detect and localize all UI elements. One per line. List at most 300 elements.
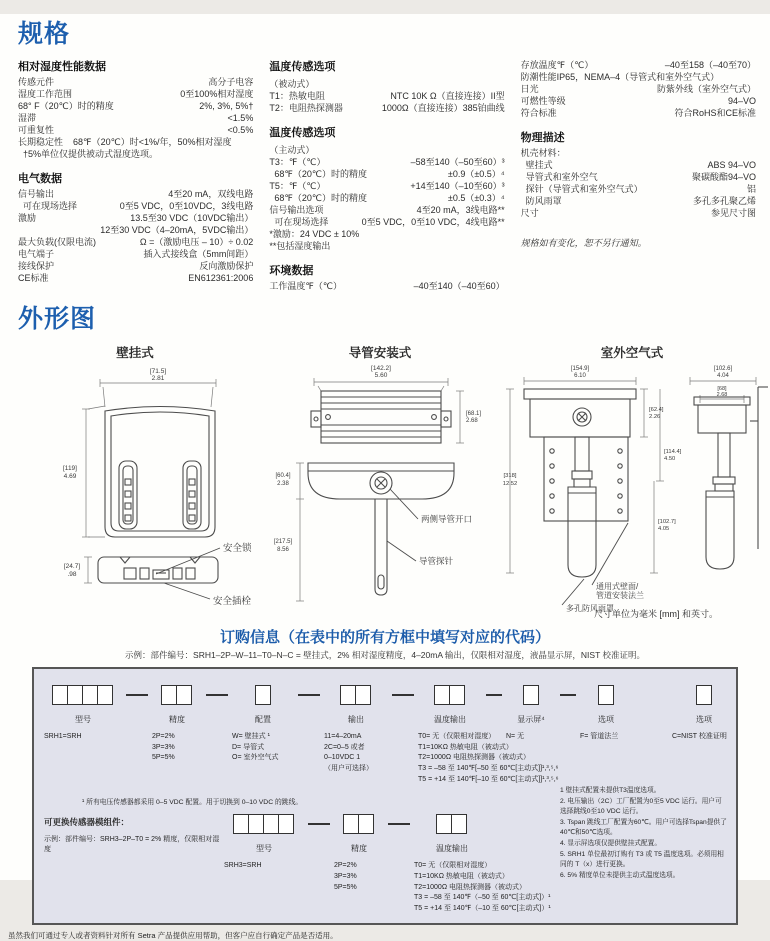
order-option: 5P=5% [152, 754, 175, 762]
spec-label: T1：热敏电阻 [269, 91, 325, 101]
duct-top-view [311, 391, 451, 443]
duct-width-mm: [142.2] [371, 364, 391, 372]
spec-row [521, 72, 756, 84]
code-box [233, 814, 249, 834]
spec-label: 存放温度℉（℃） [520, 60, 594, 70]
code-box [52, 685, 68, 705]
wall-dimension-lines [82, 379, 216, 583]
outdoor-side-mm: [102.6] [713, 365, 733, 372]
spec-col-middle [269, 54, 504, 293]
order-group-label: 型号 [75, 714, 91, 724]
spec-row [269, 217, 504, 229]
spec-label: 接线保护 [18, 260, 55, 271]
outdoor-side2-in: 2.68 [716, 391, 728, 398]
code-box [355, 685, 371, 705]
rh-title: 相对湿度性能数据 [18, 61, 106, 73]
spec-label: 日光 [520, 83, 539, 94]
wall-height-in: 4.69 [63, 472, 77, 480]
ordering-table [32, 667, 738, 925]
spec-row [521, 96, 756, 108]
spec-value: 聚碳酸酯94–VO [691, 171, 756, 182]
code-box [598, 685, 614, 705]
order-group-label: 温度输出 [434, 714, 466, 724]
spec-value: –40至140（–40至60） [413, 280, 505, 291]
outdoor-low-mm: [102.7] [658, 518, 676, 525]
outdoor-side-view [694, 387, 768, 569]
spec-label: 湿度工作范围 [18, 88, 73, 99]
spec-row [18, 273, 253, 285]
spec-value: ±0.5（±0.3）⁴ [447, 192, 505, 203]
units-note: 尺寸单位为毫米 [mm] 和英寸。 [594, 608, 718, 619]
order-option: W= 壁挂式 ¹ [232, 732, 270, 740]
spec-label: 可燃性等级 [520, 95, 566, 106]
order-group-values [414, 861, 551, 915]
order-option: C=NIST 校准证明 [672, 732, 727, 740]
order-group-boxes [232, 685, 294, 705]
order-group-values [44, 732, 122, 743]
code-connector [388, 685, 418, 705]
spec-row [521, 208, 756, 220]
spec-label: 68° F（20℃）时的精度 [18, 100, 114, 111]
ordering-footnote: 1 壁挂式配置未提供T3温度选项。 [560, 786, 661, 794]
spec-label: 尺寸 [520, 207, 539, 218]
ordering-code-row [44, 685, 728, 786]
outdoor-mid-in: 4.50 [664, 455, 676, 462]
outdoor-mid-mm: [114.4] [664, 448, 682, 455]
code-box [523, 685, 539, 705]
order-option: T2=1000Ω 电阻热探测器（被动式） [418, 754, 531, 762]
electrical-title: 电气数据 [18, 172, 62, 185]
spec-disclaimer: 规格如有变化，恕不另行通知。 [520, 237, 647, 248]
order-group-boxes [224, 814, 304, 834]
order-group-label: 输出 [348, 714, 364, 724]
duct-opening-label: 两侧导管开口 [421, 513, 473, 524]
wall-lock-label: 安全锁 [223, 542, 252, 554]
order-group-label: 温度输出 [436, 843, 468, 853]
order-group-boxes [580, 685, 632, 705]
order-group-values [580, 732, 632, 743]
order-group-label: 型号 [256, 843, 272, 853]
spec-label: 信号输出 [18, 188, 55, 199]
spec-value: 参见尺寸图 [710, 207, 756, 218]
ordering-footnote: 5. SRH1 单位最初订购有 T3 或 T5 温度选项。必须用相同的 T（x）进行更换。 [560, 851, 724, 869]
spec-row [269, 181, 504, 193]
code-connector [202, 685, 232, 705]
spec-label: 机壳材料： [520, 147, 566, 158]
order-group-display [506, 685, 556, 743]
outdoor-front-view [524, 389, 636, 577]
spec-label: 湿滞 [18, 112, 37, 123]
code-connector [304, 814, 334, 834]
spec-label: 68℉（20℃）时的精度 [269, 168, 368, 179]
order-option: 11=4–20mA [324, 732, 362, 740]
spec-label: 防风雨罩 [520, 195, 562, 206]
spec-row [521, 184, 756, 196]
order-option: T3 = –58 至 140℉（–50 至 60℃[主动式]）¹ [414, 894, 551, 902]
wall-mount-caption: 壁挂式 [116, 345, 154, 360]
order-group-label: 精度 [351, 843, 367, 853]
temp-passive-rows [269, 91, 504, 115]
code-connector [556, 685, 580, 705]
code-box [358, 814, 374, 834]
code-box [255, 685, 271, 705]
ordering-title: 订购信息（在表中的所有方框中填写对应的代码） [219, 628, 550, 646]
physical-title: 物理描述 [520, 131, 565, 144]
spec-row [18, 201, 253, 213]
temp-passive-subtitle: （被动式） [269, 79, 315, 89]
order-group-boxes [324, 685, 388, 705]
module-text [44, 814, 224, 854]
spec-row [521, 196, 756, 208]
spec-label: **包括湿度输出 [269, 240, 331, 251]
spec-value: ABS 94–VO [707, 159, 756, 170]
spec-label: 可重复性 [18, 124, 55, 135]
spec-row [18, 213, 253, 225]
outdoor-shield-label: 多孔防风雨罩 [566, 603, 614, 613]
duct-body-mm: [60.4] [275, 472, 291, 479]
order-group-option-flange [580, 685, 632, 743]
spec-section-title: 规格 [18, 20, 71, 48]
order-option: 3P=3% [152, 743, 175, 751]
order-option: N= 无 [506, 732, 525, 740]
spec-row [269, 205, 504, 217]
order-option: T0= 无（仅限相对湿度） [414, 861, 492, 869]
spec-label: 传感元件 [18, 77, 55, 87]
module-example: 示例：部件编号：SRH3–2P–T0 = 2% 精度，仅限相对湿度 [44, 835, 220, 853]
spec-value: ±0.9（±0.5）⁴ [447, 168, 505, 179]
duct-height-mm: [68.1] [466, 410, 482, 417]
spec-row [521, 108, 756, 120]
outdoor-cap-mm: [62.4] [649, 406, 664, 413]
order-group-label: 配置 [255, 714, 271, 724]
spec-col-left [18, 54, 253, 293]
outdoor-side2-mm: [68] [717, 385, 727, 392]
wall-depth-in: .98 [67, 570, 77, 578]
code-box [436, 814, 452, 834]
spec-label: 符合标准 [520, 107, 557, 118]
spec-value: 符合RoHS和CE标准 [674, 107, 756, 118]
order-option: （用户可选择） [324, 765, 373, 773]
duct-probe-label: 导管探针 [419, 555, 454, 566]
temp-active-title: 温度传感选项 [269, 126, 336, 139]
spec-row [18, 237, 253, 249]
order-group-label: 显示屏⁴ [517, 714, 545, 724]
order-group-model [44, 685, 122, 743]
rh-rows [18, 77, 253, 161]
outdoor-width-in: 6.10 [574, 372, 586, 379]
outdoor-total-in: 12.52 [502, 480, 518, 487]
order-group-boxes [672, 685, 736, 705]
spec-col-right [521, 54, 756, 293]
ordering-lower-left [44, 786, 560, 915]
order-option: T1=10KΩ 热敏电阻（被动式） [414, 872, 509, 880]
voltage-footnote: ¹ 所有电压传感器都采用 0–5 VDC 配置。用于切换到 0–10 VDC 的跳线。 [82, 798, 303, 806]
order-group-values [324, 732, 388, 775]
spec-value: 插入式接线盒（5mm间距） [143, 248, 254, 259]
order-option: T1=10KΩ 热敏电阻（被动式） [418, 743, 513, 751]
ordering-footnote: 3. Tspan 跳线工厂配置为60℃。用户可选择Tspan提供了40℃和50℃选项。 [560, 819, 727, 837]
wall-width-mm: [71.5] [149, 367, 167, 375]
spec-value: 0至100%相对湿度 [180, 88, 254, 99]
spec-row [521, 60, 756, 72]
spec-row [521, 160, 756, 172]
order-option: D= 导管式 [232, 743, 265, 751]
spec-label: 可在现场选择 [269, 216, 329, 227]
code-connector [482, 685, 506, 705]
spec-label: 信号输出选项 [269, 204, 324, 215]
spec-label: T3：℉（℃） [269, 156, 326, 167]
spec-row [18, 77, 253, 89]
spec-row [18, 249, 253, 261]
datasheet-page [0, 14, 770, 941]
spec-value: –58至140（–50至60）³ [410, 156, 505, 167]
environment-title: 环境数据 [269, 264, 314, 277]
order-option: 0–10VDC 1 [324, 754, 361, 762]
order-group-label: 选项 [696, 714, 712, 724]
spec-label: 68℉（20℃）时的精度 [269, 192, 368, 203]
spec-value: 铝 [746, 183, 756, 194]
spec-row [269, 193, 504, 205]
order-group-values [672, 732, 736, 743]
outdoor-total-mm: [318] [503, 472, 517, 479]
code-box [278, 814, 294, 834]
spec-row [18, 189, 253, 201]
order-group-output [324, 685, 388, 775]
outline-drawings [0, 339, 770, 613]
order-option: 2P=2% [334, 861, 357, 869]
spec-row [269, 229, 504, 241]
spec-value: +14至140（–10至60）³ [410, 180, 505, 191]
spec-label: 导管式和室外空气 [520, 171, 598, 182]
spec-row [269, 157, 504, 169]
spec-label: T2：电阻热探测器 [269, 102, 343, 113]
duct-side-view [308, 463, 454, 595]
wall-depth-mm: [24.7] [63, 562, 81, 570]
module-group-model [224, 814, 304, 872]
duct-body-in: 2.38 [277, 480, 289, 487]
duct-width-in: 5.60 [374, 371, 388, 379]
outline-section-title: 外形图 [18, 304, 97, 333]
order-group-boxes [418, 685, 482, 705]
order-group-label: 选项 [598, 714, 614, 724]
spec-value: 0至5 VDC，0至10VDC，3线电路 [119, 200, 254, 211]
spec-row [269, 281, 504, 293]
wall-mount-drawing [4, 361, 266, 613]
order-option: T0= 无（仅限相对湿度） [418, 732, 496, 740]
module-group-temp-output [414, 814, 551, 915]
spec-value: <0.5% [227, 124, 254, 135]
code-box [449, 685, 465, 705]
spec-label: 工作温度℉（℃） [269, 280, 343, 291]
order-group-option-nist [672, 685, 736, 743]
spec-label: 探针（导管式和室外空气式） [520, 183, 643, 194]
duct-mount-caption: 导管安装式 [348, 345, 412, 360]
order-option: SRH1=SRH [44, 732, 82, 740]
ordering-footnote: 2. 电压输出（2C）工厂配置为0至5 VDC 运行。用户可选择跳线0至10 VDC 运行。 [560, 797, 722, 815]
spec-value: 94–VO [727, 95, 756, 106]
temp-active-subtitle: （主动式） [269, 144, 315, 155]
spec-value: NTC 10K Ω（直接连接）II型 [390, 91, 505, 101]
spec-row [269, 169, 504, 181]
code-box [248, 814, 264, 834]
spec-value: 4至20 mA，3线电路** [416, 204, 505, 215]
order-option: 2C=0–5 或者 [324, 743, 365, 751]
temp-passive-title: 温度传感选项 [269, 61, 336, 73]
duct-probe-in: 8.56 [277, 546, 289, 553]
spec-value: 4至20 mA，双线电路 [168, 188, 254, 199]
order-option: F= 管道法兰 [580, 732, 619, 740]
spec-row [18, 125, 253, 137]
code-box [263, 814, 279, 834]
spec-row [521, 84, 756, 96]
outdoor-flange-label-2: 管道安装法兰 [596, 590, 644, 600]
outdoor-low-in: 4.05 [658, 525, 670, 532]
spec-value: 防紫外线（室外空气式） [656, 83, 756, 94]
outdoor-flange-label-1: 通用式壁面/ [596, 581, 639, 591]
duct-mount-drawing [266, 361, 494, 613]
order-option: T5 = +14 至 140℉（–10 至 60℃[主动式]）¹ [414, 905, 551, 913]
order-group-boxes [44, 685, 122, 705]
duct-callout-lines [387, 489, 418, 561]
order-group-boxes [506, 685, 556, 705]
spec-value: 1000Ω（直接连接）385铂曲线 [381, 102, 505, 113]
duct-height-in: 2.68 [466, 417, 478, 424]
order-group-values [506, 732, 556, 743]
code-box [434, 685, 450, 705]
spec-label: †5%单位仅提供被动式湿度选项。 [18, 148, 159, 159]
ordering-example: 示例：部件编号：SRH1–2P–W–11–T0–N–C = 壁挂式，2% 相对湿度精度，4–20mA 输出，仅限相对湿度，液晶显示屏，NIST 校准证明。 [125, 649, 645, 660]
outdoor-width-mm: [154.9] [570, 365, 590, 372]
order-group-values [224, 861, 304, 872]
ordering-lower-area [44, 786, 728, 915]
wall-mount-figure [4, 339, 266, 613]
spec-value: 12至30 VDC（4–20mA，5VDC输出） [100, 224, 254, 235]
wall-front-view [105, 406, 215, 537]
spec-row [18, 101, 253, 113]
outdoor-air-drawing [494, 361, 770, 613]
spec-row [521, 148, 756, 160]
order-option: T2=1000Ω 电阻热探测器（被动式） [414, 883, 527, 891]
spec-row [18, 261, 253, 273]
code-box [161, 685, 177, 705]
spec-row [269, 91, 504, 103]
spec-label: 长期稳定性 68℉（20℃）时<1%/年，50%相对湿度 [18, 136, 232, 147]
order-group-values [334, 861, 384, 894]
module-title: 可更换传感器模组件： [44, 816, 130, 827]
spec-row [18, 149, 253, 161]
spec-label: 最大负载(仅限电流) [18, 236, 96, 247]
spec-label: CE标准 [18, 272, 49, 283]
order-option: O= 室外空气式 [232, 754, 279, 762]
code-box [97, 685, 113, 705]
order-group-configuration [232, 685, 294, 765]
spec-value: –40至158（–40至70） [664, 60, 756, 70]
ordering-footnote: 4. 显示屏选项仅提供壁挂式配置。 [560, 840, 662, 848]
order-option: T3 = –58 至 140℉[–50 至 60℃[主动式]]¹,³,⁵,⁶ [418, 765, 559, 773]
spec-value: 多孔多孔聚乙烯 [692, 195, 756, 206]
order-group-boxes [334, 814, 384, 834]
ordering-footnote: 6. 5% 精度单位未提供主动式温度选项。 [560, 872, 680, 880]
spec-row [269, 241, 504, 253]
code-box [451, 814, 467, 834]
code-box [340, 685, 356, 705]
page-footer: 虽然我们可通过专人或者资料针对所有 Setra 产品提供应用帮助，但客户应自行确定产品是否适用。 [8, 931, 338, 941]
spec-value: 2%, 3%, 5%† [199, 100, 254, 111]
spec-value: EN612361:2006 [188, 272, 254, 283]
code-connector [294, 685, 324, 705]
spec-value: 0至5 VDC，0至10 VDC，4线电路** [361, 216, 505, 227]
duct-mount-figure [266, 339, 494, 613]
order-group-boxes [414, 814, 490, 834]
spec-row [521, 172, 756, 184]
spec-label: *激励：24 VDC ± 10% [269, 228, 360, 239]
physical-rows [521, 148, 756, 220]
module-group-accuracy [334, 814, 384, 894]
code-connector [122, 685, 152, 705]
code-connector [384, 814, 414, 834]
electrical-rows [18, 189, 253, 285]
order-option: 5P=5% [334, 883, 357, 891]
outdoor-air-figure [494, 339, 770, 613]
spec-row [18, 89, 253, 101]
order-group-label: 精度 [169, 714, 185, 724]
environment-rows [269, 281, 504, 293]
spec-row [269, 103, 504, 115]
spec-value: 13.5至30 VDC（10VDC输出） [130, 212, 254, 223]
spec-value: 反向激励保护 [199, 260, 254, 271]
wall-width-in: 2.81 [151, 374, 165, 382]
spec-value: <1.5% [227, 112, 254, 123]
spec-label: 可在现场选择 [18, 200, 78, 211]
code-box [176, 685, 192, 705]
outdoor-cap-in: 2.26 [649, 413, 661, 420]
outdoor-side-in: 4.04 [717, 372, 729, 379]
wall-height-mm: [119] [63, 464, 77, 472]
order-group-boxes [152, 685, 202, 705]
order-group-values [152, 732, 202, 765]
spec-value: 高分子电容 [208, 77, 254, 87]
spec-label: T5：℉（℃） [269, 180, 326, 191]
spec-columns [0, 54, 770, 293]
order-option: 3P=3% [334, 872, 357, 880]
spec-label: 电气端子 [18, 248, 55, 259]
spec-value: Ω =（激励电压 – 10）÷ 0.02 [139, 236, 254, 247]
wall-side-view [98, 557, 218, 583]
order-option: SRH3=SRH [224, 861, 262, 869]
code-box [343, 814, 359, 834]
order-option: T5 = +14 至 140℉[–10 至 60℃[主动式]]¹,³,⁵,⁶ [418, 776, 559, 784]
duct-probe-mm: [217.5] [273, 538, 293, 545]
order-group-accuracy [152, 685, 202, 765]
spec-row [18, 113, 253, 125]
outdoor-air-caption: 室外空气式 [600, 345, 664, 360]
temp-active-rows [269, 157, 504, 253]
code-box [67, 685, 83, 705]
module-row [44, 814, 560, 915]
spec-row [18, 225, 253, 237]
storage-rows [521, 60, 756, 120]
wall-pin-label: 安全插栓 [213, 595, 252, 607]
spec-label: 壁挂式 [520, 159, 553, 170]
order-group-values [232, 732, 294, 765]
code-box [82, 685, 98, 705]
spec-row [18, 137, 253, 149]
ordering-footnotes [560, 786, 728, 882]
order-option: 2P=2% [152, 732, 175, 740]
code-box [696, 685, 712, 705]
spec-label: 激励 [18, 212, 37, 223]
spec-label: 防潮性能IP65，NEMA–4（导管式和室外空气式） [520, 71, 720, 82]
